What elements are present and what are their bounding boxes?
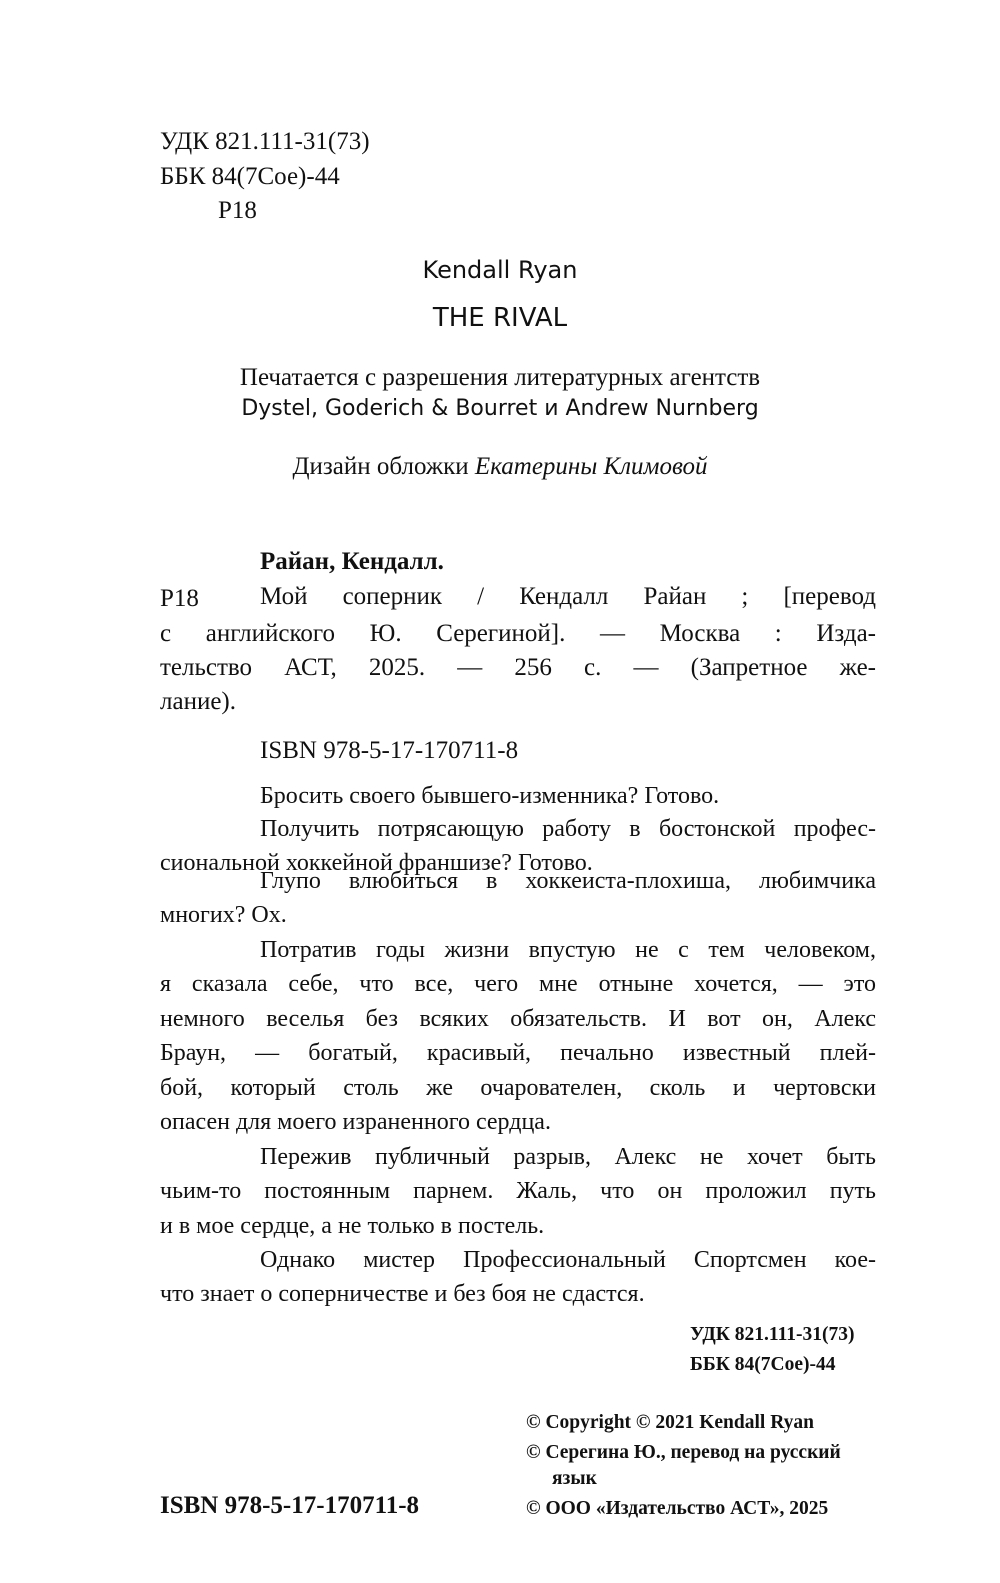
annotation-line: и в мое сердце, а не только в постель. <box>160 1213 545 1239</box>
bbk-code: ББК 84(7Сое)-44 <box>160 163 340 190</box>
annotation-line: чьим-то постоянным парнем. Жаль, что он проложил путь <box>160 1178 876 1204</box>
permission-line-2: Dystel, Goderich & Bourret и Andrew Nurnberg <box>241 396 759 421</box>
annotation-line: что знает о соперничестве и без боя не сдастся. <box>160 1281 645 1307</box>
annotation-line: Браун, — богатый, красивый, печально известный плей- <box>160 1040 876 1066</box>
cover-design-label: Дизайн обложки <box>292 453 469 480</box>
copyright-line-3: © ООО «Издательство АСТ», 2025 <box>526 1498 829 1519</box>
copyright-line-2: © Серегина Ю., перевод на русский <box>526 1442 841 1463</box>
copyright-line-1: © Copyright © 2021 Kendall Ryan <box>526 1412 814 1433</box>
cover-design <box>0 453 1000 481</box>
bib-line: тельство АСТ, 2025. — 256 с. — (Запретное же- <box>160 654 876 681</box>
bib-isbn: ISBN 978-5-17-170711-8 <box>260 737 519 764</box>
annotation-line: опасен для моего израненного сердца. <box>160 1109 551 1135</box>
bib-heading: Райан, Кендалл. <box>260 548 444 575</box>
annotation-line: Пережив публичный разрыв, Алекс не хочет быть <box>260 1144 876 1170</box>
annotation-line: Глупо влюбиться в хоккеиста-плохиша, любимчика <box>260 868 876 894</box>
bib-line: с английского Ю. Серегиной]. — Москва : Изда- <box>160 620 876 647</box>
annotation-line: Потратив годы жизни впустую не с тем человеком, <box>260 937 876 963</box>
bib-author-mark: Р18 <box>160 585 199 612</box>
permission-line-1: Печатается с разрешения литературных агентств <box>239 364 761 391</box>
bib-line: Мой соперник / Кендалл Райан ; [перевод <box>260 583 876 610</box>
annotation-line: многих? Ох. <box>160 902 287 928</box>
isbn-bottom: ISBN 978-5-17-170711-8 <box>160 1492 420 1519</box>
original-author: Kendall Ryan <box>422 256 578 284</box>
bbk-code-bottom: ББК 84(7Сое)-44 <box>690 1354 836 1375</box>
cover-designer: Екатерины Климовой <box>474 453 708 480</box>
annotation-line: немного веселья без всяких обязательств. И вот он, Алекс <box>160 1006 876 1032</box>
annotation-line: сиональной хоккейной франшизе? Готово. <box>160 850 593 876</box>
bib-line: лание). <box>160 688 237 715</box>
udk-code-bottom: УДК 821.111-31(73) <box>690 1324 855 1345</box>
author-mark: Р18 <box>218 197 257 224</box>
copyright-line-2-cont: язык <box>552 1468 597 1489</box>
annotation-line: бой, который столь же очарователен, сколь и чертовски <box>160 1075 876 1101</box>
annotation-line: я сказала себе, что все, чего мне отныне хочется, — это <box>160 971 876 997</box>
annotation-line: Однако мистер Профессиональный Спортсмен кое- <box>260 1247 876 1273</box>
annotation-line: Бросить своего бывшего-изменника? Готово. <box>260 783 720 809</box>
annotation-line: Получить потрясающую работу в бостонской профес- <box>260 816 876 842</box>
udk-code: УДК 821.111-31(73) <box>160 128 370 155</box>
original-title: THE RIVAL <box>432 303 568 333</box>
